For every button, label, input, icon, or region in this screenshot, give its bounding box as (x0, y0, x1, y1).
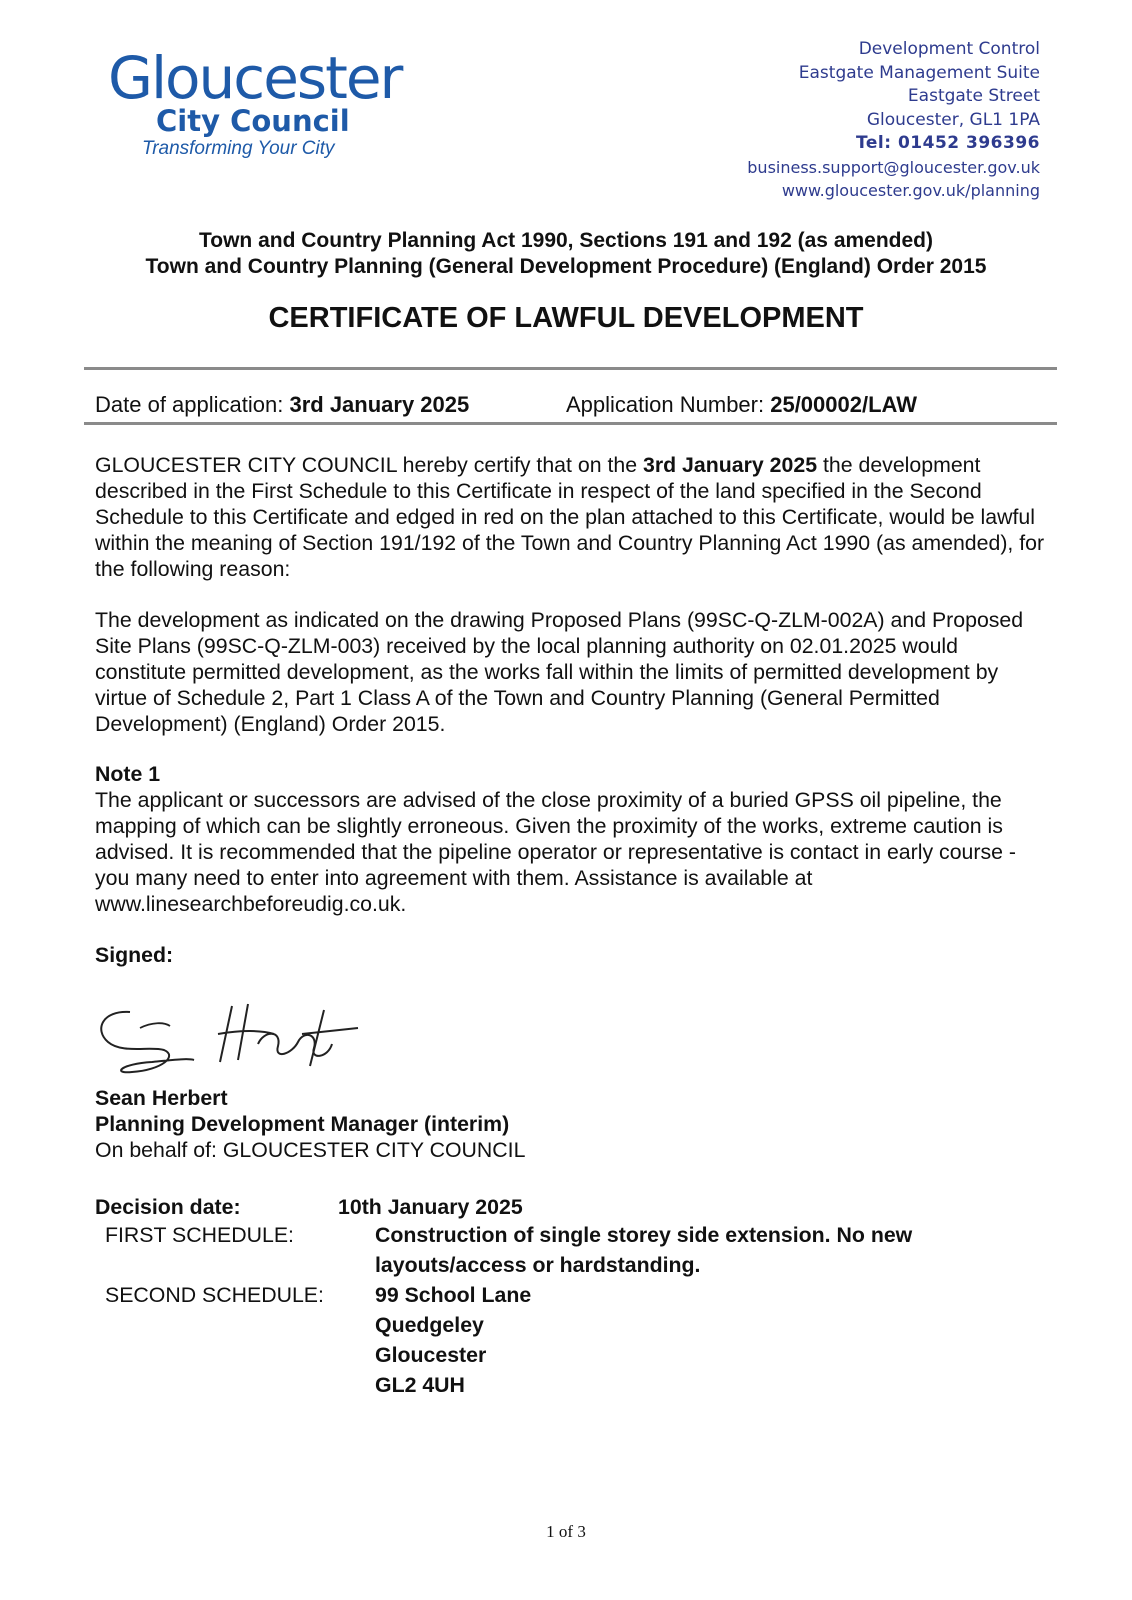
act-line-1: Town and Country Planning Act 1990, Sections 191 and 192 (as amended) (198, 229, 933, 252)
certify-post: the development described in the First Schedule to this Certificate in respect of the land specified in the Second Schedule to this Certificate and edged in red on the plan attached to this Certificate, would be lawful within the meaning of Section 191/192 of the Town and Country Planning Act 1990 (as amended), for the following reason: (95, 453, 1045, 581)
signed-label: Signed: (95, 943, 174, 967)
second-schedule-label: SECOND SCHEDULE: (105, 1283, 324, 1307)
note-section (95, 761, 1050, 917)
signature-image (92, 1000, 362, 1080)
first-schedule-value: Construction of single storey side extension. No new layouts/access or hardstanding. (375, 1223, 913, 1277)
certify-date: 3rd January 2025 (643, 453, 818, 477)
reason-paragraph: The development as indicated on the drawing Proposed Plans (99SC-Q-ZLM-002A) and Proposed Site Plans (99SC-Q-ZLM-003) received by the local planning authority on 02.01.2025 would constitute permitted development, as the works fall within the limits of permitted development by virtue of Schedule 2, Part 1 Class A of the Town and Country Planning (General Permitted Development) (England) Order 2015. (95, 608, 1024, 736)
contact-web[interactable]: www.gloucester.gov.uk/planning (781, 181, 1040, 200)
site-address (375, 1280, 1035, 1400)
address-line: Gloucester (375, 1343, 487, 1367)
address-line: 99 School Lane (375, 1283, 532, 1307)
act-line-2: Town and Country Planning (General Development Procedure) (England) Order 2015 (145, 255, 987, 278)
contact-email[interactable]: business.support@gloucester.gov.uk (747, 157, 1040, 177)
note-text: The applicant or successors are advised of the close proximity of a buried GPSS oil pipeline, the mapping of which can be slightly erroneous. Given the proximity of the works, extreme caution is advised. It is recommended that the pipeline operator or representative is contact in early course - you many need to enter into agreement with them. Assistance is available at www.linesearchbeforeudig.co.uk. (95, 788, 1016, 916)
application-date-label: Date of application: (95, 392, 290, 417)
note-heading: Note 1 (95, 762, 161, 786)
signer-behalf: On behalf of: GLOUCESTER CITY COUNCIL (95, 1138, 526, 1162)
legislation-heading (0, 228, 1132, 280)
bottom-divider (84, 422, 1057, 425)
contact-city: Gloucester, GL1 1PA (866, 109, 1040, 130)
schedule-block (95, 1192, 1035, 1400)
signer-role: Planning Development Manager (interim) (95, 1112, 510, 1136)
decision-row (95, 1192, 1035, 1220)
address-line: Quedgeley (375, 1313, 484, 1337)
address-line: GL2 4UH (375, 1373, 465, 1397)
page-number: 1 of 3 (546, 1522, 586, 1541)
contact-suite: Eastgate Management Suite (798, 62, 1040, 83)
top-divider (84, 367, 1057, 370)
logo-tagline: Transforming Your City (142, 138, 335, 159)
council-logo (108, 44, 402, 160)
second-schedule-row (95, 1280, 1035, 1400)
contact-tel: Tel: 01452 396396 (856, 133, 1040, 153)
decision-label: Decision date: (95, 1195, 241, 1219)
logo-main-text: Gloucester (108, 44, 402, 112)
first-schedule-row (95, 1220, 1035, 1280)
contact-dept: Development Control (858, 39, 1040, 59)
certify-pre: GLOUCESTER CITY COUNCIL hereby certify that on the (95, 453, 643, 477)
contact-street: Eastgate Street (907, 86, 1040, 106)
logo-sub-text: City Council (156, 104, 350, 138)
certification-paragraph (95, 452, 1050, 582)
application-date-value: 3rd January 2025 (289, 392, 470, 417)
certificate-title: CERTIFICATE OF LAWFUL DEVELOPMENT (268, 302, 864, 334)
first-schedule-label: FIRST SCHEDULE: (105, 1223, 294, 1247)
contact-block (747, 38, 1040, 203)
signer-block (95, 1085, 525, 1163)
signer-name: Sean Herbert (95, 1086, 228, 1110)
application-number-value: 25/00002/LAW (770, 392, 917, 417)
application-number-label: Application Number: (566, 392, 771, 417)
decision-value: 10th January 2025 (338, 1195, 523, 1219)
application-number (566, 392, 917, 418)
application-info (95, 392, 1055, 418)
